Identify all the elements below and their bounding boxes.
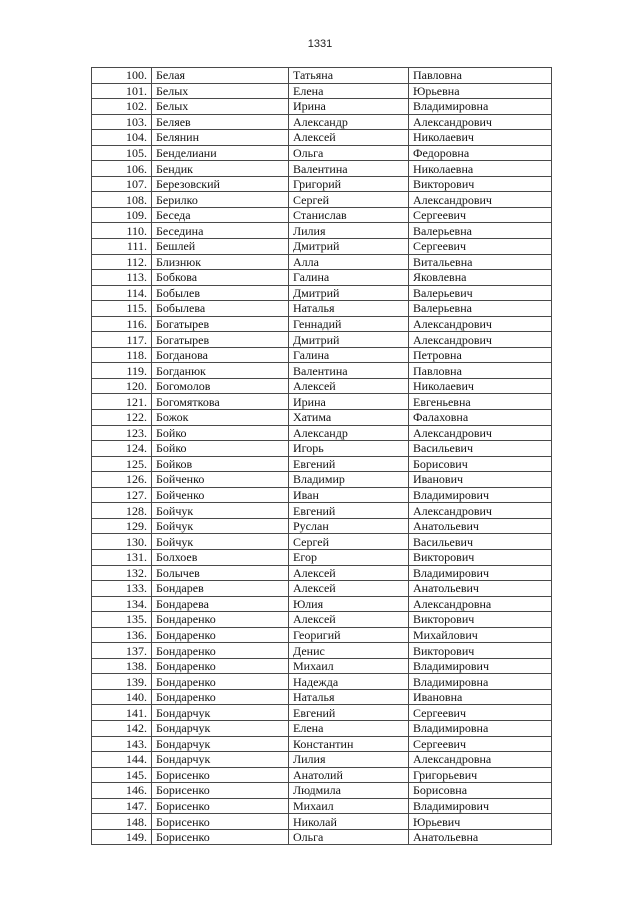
first-name-cell: Ирина xyxy=(289,394,409,410)
patronymic-cell: Александровна xyxy=(409,752,552,768)
patronymic-cell: Юрьевич xyxy=(409,814,552,830)
row-number-cell: 132. xyxy=(92,565,152,581)
patronymic-cell: Васильевич xyxy=(409,441,552,457)
first-name-cell: Иван xyxy=(289,487,409,503)
first-name-cell: Ольга xyxy=(289,145,409,161)
page-number: 1331 xyxy=(307,38,333,50)
last-name-cell: Бойчук xyxy=(152,518,289,534)
table-row xyxy=(92,814,552,830)
table-row xyxy=(92,720,552,736)
patronymic-cell: Викторович xyxy=(409,643,552,659)
first-name-cell: Дмитрий xyxy=(289,239,409,255)
first-name-cell: Надежда xyxy=(289,674,409,690)
table-row xyxy=(92,332,552,348)
row-number-cell: 131. xyxy=(92,549,152,565)
last-name-cell: Бендик xyxy=(152,161,289,177)
table-row xyxy=(92,798,552,814)
last-name-cell: Бешлей xyxy=(152,239,289,255)
table-row xyxy=(92,581,552,597)
patronymic-cell: Николаевна xyxy=(409,161,552,177)
first-name-cell: Евгений xyxy=(289,456,409,472)
table-row xyxy=(92,207,552,223)
patronymic-cell: Александрович xyxy=(409,503,552,519)
patronymic-cell: Сергеевич xyxy=(409,736,552,752)
last-name-cell: Борисенко xyxy=(152,814,289,830)
first-name-cell: Михаил xyxy=(289,798,409,814)
first-name-cell: Юлия xyxy=(289,596,409,612)
table-row xyxy=(92,176,552,192)
patronymic-cell: Владимирович xyxy=(409,658,552,674)
table-row xyxy=(92,223,552,239)
first-name-cell: Ирина xyxy=(289,99,409,115)
row-number-cell: 111. xyxy=(92,239,152,255)
patronymic-cell: Павловна xyxy=(409,363,552,379)
first-name-cell: Хатима xyxy=(289,410,409,426)
first-name-cell: Дмитрий xyxy=(289,285,409,301)
first-name-cell: Николай xyxy=(289,814,409,830)
first-name-cell: Геннадий xyxy=(289,316,409,332)
table-row xyxy=(92,301,552,317)
first-name-cell: Наталья xyxy=(289,301,409,317)
patronymic-cell: Викторович xyxy=(409,176,552,192)
first-name-cell: Руслан xyxy=(289,518,409,534)
row-number-cell: 149. xyxy=(92,829,152,845)
first-name-cell: Сергей xyxy=(289,534,409,550)
table-row xyxy=(92,316,552,332)
patronymic-cell: Владимировна xyxy=(409,99,552,115)
row-number-cell: 138. xyxy=(92,658,152,674)
last-name-cell: Богатырев xyxy=(152,332,289,348)
row-number-cell: 110. xyxy=(92,223,152,239)
patronymic-cell: Павловна xyxy=(409,68,552,84)
first-name-cell: Галина xyxy=(289,347,409,363)
table-row xyxy=(92,518,552,534)
table-row xyxy=(92,612,552,628)
patronymic-cell: Александрович xyxy=(409,114,552,130)
patronymic-cell: Владимирович xyxy=(409,487,552,503)
row-number-cell: 142. xyxy=(92,720,152,736)
last-name-cell: Белая xyxy=(152,68,289,84)
row-number-cell: 130. xyxy=(92,534,152,550)
table-row xyxy=(92,114,552,130)
patronymic-cell: Евгеньевна xyxy=(409,394,552,410)
last-name-cell: Бенделиани xyxy=(152,145,289,161)
row-number-cell: 146. xyxy=(92,783,152,799)
last-name-cell: Беседа xyxy=(152,207,289,223)
patronymic-cell: Анатольевна xyxy=(409,829,552,845)
first-name-cell: Наталья xyxy=(289,689,409,705)
row-number-cell: 114. xyxy=(92,285,152,301)
row-number-cell: 135. xyxy=(92,612,152,628)
last-name-cell: Богомолов xyxy=(152,378,289,394)
last-name-cell: Беседина xyxy=(152,223,289,239)
table-row xyxy=(92,378,552,394)
row-number-cell: 106. xyxy=(92,161,152,177)
first-name-cell: Алексей xyxy=(289,378,409,394)
table-row xyxy=(92,565,552,581)
row-number-cell: 147. xyxy=(92,798,152,814)
last-name-cell: Беляев xyxy=(152,114,289,130)
patronymic-cell: Сергеевич xyxy=(409,239,552,255)
patronymic-cell: Владимирович xyxy=(409,798,552,814)
last-name-cell: Бондарчук xyxy=(152,705,289,721)
table-row xyxy=(92,410,552,426)
last-name-cell: Бондарчук xyxy=(152,736,289,752)
last-name-cell: Близнюк xyxy=(152,254,289,270)
first-name-cell: Анатолий xyxy=(289,767,409,783)
patronymic-cell: Валерьевич xyxy=(409,285,552,301)
patronymic-cell: Борисовна xyxy=(409,783,552,799)
row-number-cell: 108. xyxy=(92,192,152,208)
table-row xyxy=(92,394,552,410)
patronymic-cell: Валерьевна xyxy=(409,223,552,239)
table-row xyxy=(92,99,552,115)
first-name-cell: Валентина xyxy=(289,161,409,177)
row-number-cell: 137. xyxy=(92,643,152,659)
last-name-cell: Бобылев xyxy=(152,285,289,301)
last-name-cell: Борисенко xyxy=(152,798,289,814)
row-number-cell: 107. xyxy=(92,176,152,192)
row-number-cell: 133. xyxy=(92,581,152,597)
last-name-cell: Белых xyxy=(152,99,289,115)
last-name-cell: Божок xyxy=(152,410,289,426)
first-name-cell: Михаил xyxy=(289,658,409,674)
first-name-cell: Станислав xyxy=(289,207,409,223)
table-row xyxy=(92,456,552,472)
row-number-cell: 105. xyxy=(92,145,152,161)
patronymic-cell: Викторович xyxy=(409,549,552,565)
table-row xyxy=(92,534,552,550)
first-name-cell: Татьяна xyxy=(289,68,409,84)
patronymic-cell: Васильевич xyxy=(409,534,552,550)
table-row xyxy=(92,674,552,690)
last-name-cell: Бойченко xyxy=(152,472,289,488)
table-row xyxy=(92,145,552,161)
patronymic-cell: Александрович xyxy=(409,316,552,332)
first-name-cell: Елена xyxy=(289,83,409,99)
row-number-cell: 109. xyxy=(92,207,152,223)
last-name-cell: Бондарева xyxy=(152,596,289,612)
first-name-cell: Александр xyxy=(289,425,409,441)
last-name-cell: Бобылева xyxy=(152,301,289,317)
patronymic-cell: Николаевич xyxy=(409,130,552,146)
patronymic-cell: Борисович xyxy=(409,456,552,472)
table-row xyxy=(92,689,552,705)
last-name-cell: Бондарчук xyxy=(152,720,289,736)
patronymic-cell: Александровна xyxy=(409,596,552,612)
last-name-cell: Берилко xyxy=(152,192,289,208)
row-number-cell: 127. xyxy=(92,487,152,503)
roster-table xyxy=(91,67,552,845)
last-name-cell: Бойков xyxy=(152,456,289,472)
table-row xyxy=(92,441,552,457)
patronymic-cell: Владимировна xyxy=(409,720,552,736)
row-number-cell: 113. xyxy=(92,270,152,286)
first-name-cell: Александр xyxy=(289,114,409,130)
last-name-cell: Бойчук xyxy=(152,534,289,550)
table-row xyxy=(92,752,552,768)
first-name-cell: Григорий xyxy=(289,176,409,192)
table-row xyxy=(92,68,552,84)
row-number-cell: 141. xyxy=(92,705,152,721)
patronymic-cell: Ивановна xyxy=(409,689,552,705)
row-number-cell: 139. xyxy=(92,674,152,690)
patronymic-cell: Витальевна xyxy=(409,254,552,270)
last-name-cell: Бондаренко xyxy=(152,674,289,690)
patronymic-cell: Александрович xyxy=(409,192,552,208)
last-name-cell: Белянин xyxy=(152,130,289,146)
first-name-cell: Дмитрий xyxy=(289,332,409,348)
row-number-cell: 104. xyxy=(92,130,152,146)
patronymic-cell: Анатольевич xyxy=(409,518,552,534)
row-number-cell: 140. xyxy=(92,689,152,705)
first-name-cell: Георигий xyxy=(289,627,409,643)
row-number-cell: 101. xyxy=(92,83,152,99)
row-number-cell: 103. xyxy=(92,114,152,130)
row-number-cell: 129. xyxy=(92,518,152,534)
table-row xyxy=(92,83,552,99)
patronymic-cell: Викторович xyxy=(409,612,552,628)
first-name-cell: Евгений xyxy=(289,503,409,519)
last-name-cell: Болхоев xyxy=(152,549,289,565)
patronymic-cell: Яковлевна xyxy=(409,270,552,286)
table-row xyxy=(92,130,552,146)
table-row xyxy=(92,596,552,612)
last-name-cell: Бондарев xyxy=(152,581,289,597)
table-row xyxy=(92,736,552,752)
patronymic-cell: Григорьевич xyxy=(409,767,552,783)
first-name-cell: Денис xyxy=(289,643,409,659)
patronymic-cell: Юрьевна xyxy=(409,83,552,99)
last-name-cell: Бондаренко xyxy=(152,627,289,643)
patronymic-cell: Анатольевич xyxy=(409,581,552,597)
patronymic-cell: Александрович xyxy=(409,425,552,441)
row-number-cell: 148. xyxy=(92,814,152,830)
table-row xyxy=(92,767,552,783)
first-name-cell: Елена xyxy=(289,720,409,736)
last-name-cell: Бондаренко xyxy=(152,612,289,628)
roster-table-body xyxy=(92,68,552,845)
first-name-cell: Евгений xyxy=(289,705,409,721)
row-number-cell: 145. xyxy=(92,767,152,783)
last-name-cell: Бойченко xyxy=(152,487,289,503)
last-name-cell: Богатырев xyxy=(152,316,289,332)
last-name-cell: Березовский xyxy=(152,176,289,192)
table-row xyxy=(92,239,552,255)
last-name-cell: Бойко xyxy=(152,425,289,441)
row-number-cell: 136. xyxy=(92,627,152,643)
table-row xyxy=(92,285,552,301)
row-number-cell: 123. xyxy=(92,425,152,441)
patronymic-cell: Фалаховна xyxy=(409,410,552,426)
last-name-cell: Богданова xyxy=(152,347,289,363)
table-row xyxy=(92,347,552,363)
first-name-cell: Галина xyxy=(289,270,409,286)
row-number-cell: 143. xyxy=(92,736,152,752)
table-row xyxy=(92,192,552,208)
table-row xyxy=(92,363,552,379)
last-name-cell: Борисенко xyxy=(152,783,289,799)
first-name-cell: Егор xyxy=(289,549,409,565)
patronymic-cell: Михайлович xyxy=(409,627,552,643)
row-number-cell: 118. xyxy=(92,347,152,363)
row-number-cell: 144. xyxy=(92,752,152,768)
patronymic-cell: Николаевич xyxy=(409,378,552,394)
table-row xyxy=(92,705,552,721)
row-number-cell: 121. xyxy=(92,394,152,410)
row-number-cell: 125. xyxy=(92,456,152,472)
patronymic-cell: Федоровна xyxy=(409,145,552,161)
table-row xyxy=(92,643,552,659)
first-name-cell: Константин xyxy=(289,736,409,752)
table-row xyxy=(92,472,552,488)
first-name-cell: Ольга xyxy=(289,829,409,845)
patronymic-cell: Петровна xyxy=(409,347,552,363)
row-number-cell: 115. xyxy=(92,301,152,317)
row-number-cell: 102. xyxy=(92,99,152,115)
first-name-cell: Лилия xyxy=(289,752,409,768)
patronymic-cell: Владимирович xyxy=(409,565,552,581)
last-name-cell: Бондарчук xyxy=(152,752,289,768)
last-name-cell: Бондаренко xyxy=(152,658,289,674)
first-name-cell: Алексей xyxy=(289,581,409,597)
first-name-cell: Алексей xyxy=(289,130,409,146)
table-row xyxy=(92,829,552,845)
first-name-cell: Владимир xyxy=(289,472,409,488)
first-name-cell: Алла xyxy=(289,254,409,270)
row-number-cell: 122. xyxy=(92,410,152,426)
row-number-cell: 126. xyxy=(92,472,152,488)
row-number-cell: 119. xyxy=(92,363,152,379)
table-row xyxy=(92,254,552,270)
first-name-cell: Игорь xyxy=(289,441,409,457)
row-number-cell: 100. xyxy=(92,68,152,84)
patronymic-cell: Александрович xyxy=(409,332,552,348)
first-name-cell: Лилия xyxy=(289,223,409,239)
first-name-cell: Алексей xyxy=(289,612,409,628)
patronymic-cell: Сергеевич xyxy=(409,705,552,721)
last-name-cell: Богданюк xyxy=(152,363,289,379)
row-number-cell: 117. xyxy=(92,332,152,348)
last-name-cell: Болычев xyxy=(152,565,289,581)
row-number-cell: 112. xyxy=(92,254,152,270)
first-name-cell: Валентина xyxy=(289,363,409,379)
table-row xyxy=(92,549,552,565)
table-row xyxy=(92,487,552,503)
table-row xyxy=(92,627,552,643)
last-name-cell: Борисенко xyxy=(152,829,289,845)
patronymic-cell: Владимировна xyxy=(409,674,552,690)
last-name-cell: Бобкова xyxy=(152,270,289,286)
last-name-cell: Богомяткова xyxy=(152,394,289,410)
last-name-cell: Бойчук xyxy=(152,503,289,519)
table-row xyxy=(92,658,552,674)
table-row xyxy=(92,425,552,441)
row-number-cell: 124. xyxy=(92,441,152,457)
last-name-cell: Бойко xyxy=(152,441,289,457)
table-row xyxy=(92,503,552,519)
table-row xyxy=(92,783,552,799)
table-row xyxy=(92,161,552,177)
last-name-cell: Борисенко xyxy=(152,767,289,783)
table-row xyxy=(92,270,552,286)
row-number-cell: 120. xyxy=(92,378,152,394)
row-number-cell: 116. xyxy=(92,316,152,332)
patronymic-cell: Иванович xyxy=(409,472,552,488)
row-number-cell: 134. xyxy=(92,596,152,612)
row-number-cell: 128. xyxy=(92,503,152,519)
first-name-cell: Сергей xyxy=(289,192,409,208)
first-name-cell: Людмила xyxy=(289,783,409,799)
first-name-cell: Алексей xyxy=(289,565,409,581)
last-name-cell: Бондаренко xyxy=(152,689,289,705)
last-name-cell: Бондаренко xyxy=(152,643,289,659)
patronymic-cell: Валерьевна xyxy=(409,301,552,317)
patronymic-cell: Сергеевич xyxy=(409,207,552,223)
last-name-cell: Белых xyxy=(152,83,289,99)
